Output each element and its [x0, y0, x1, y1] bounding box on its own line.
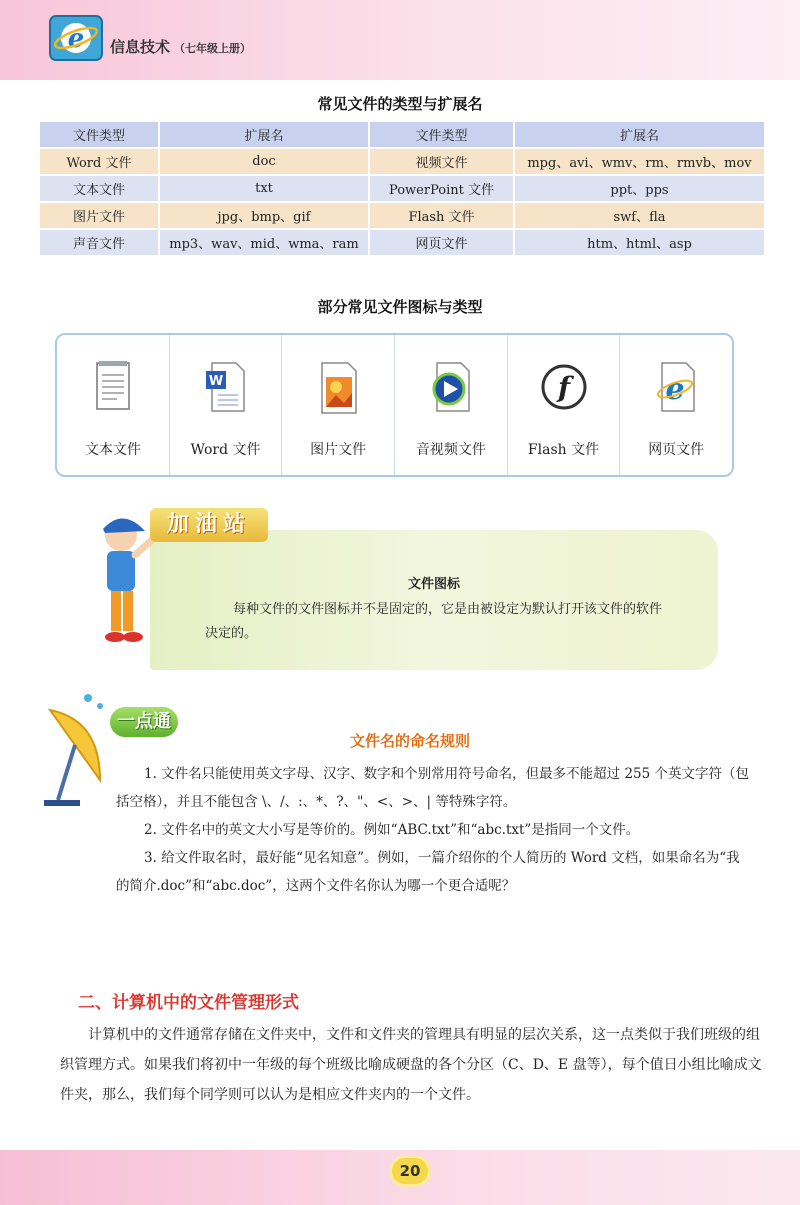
svg-text:f: f [557, 371, 570, 404]
table-header-row [40, 122, 764, 147]
section-paragraph: 计算机中的文件通常存储在文件夹中，文件和文件夹的管理具有明显的层次关系，这一点类似于我们班级的组织管理方式。如果我们将初中一年级的每个班级比喻成硬盘的各个分区（C、D、E 盘等），每个值日小组比喻成文件夹，那么，我们每个同学则可以认为是相应文件夹内的一个文件。 [60, 1027, 762, 1103]
rules-list [116, 760, 752, 900]
icon-label: 图片文件 [310, 442, 367, 458]
table-cell: 图片文件 [40, 203, 158, 228]
section-heading: 二、计算机中的文件管理形式 [78, 993, 299, 1013]
satellite-dish-icon [40, 690, 120, 820]
table-cell: mpg、avi、wmv、rm、rmvb、mov [515, 149, 764, 174]
table-title: 常见文件的类型与扩展名 [317, 95, 483, 113]
icon-cell-image [282, 335, 395, 475]
word-file-icon [198, 359, 254, 419]
table-cell: swf、fla [515, 203, 764, 228]
table-cell: mp3、wav、mid、wma、ram [160, 230, 368, 255]
table-cell: 文本文件 [40, 176, 158, 201]
icon-cell-flash [508, 335, 621, 475]
svg-text:e: e [67, 24, 85, 54]
table-row [40, 230, 764, 255]
table-row [40, 149, 764, 174]
table-cell: PowerPoint 文件 [370, 176, 513, 201]
tip-text: 每种文件的文件图标并不是固定的，它是由被设定为默认打开该文件的软件决定的。 [205, 602, 663, 641]
table-cell: Flash 文件 [370, 203, 513, 228]
section-body [60, 1020, 772, 1110]
icon-label: Word 文件 [190, 442, 261, 458]
icon-cell-webpage [620, 335, 732, 475]
ie-logo-icon [48, 14, 104, 64]
icons-title: 部分常见文件图标与类型 [317, 298, 483, 316]
header-cell: 扩展名 [160, 122, 368, 147]
icon-cell-word [170, 335, 283, 475]
table-row [40, 176, 764, 201]
header-cell: 文件类型 [370, 122, 513, 147]
rule-item: 1. 文件名只能使用英文字母、汉字、数字和个别常用符号命名，但最多不能超过 255 个英文字符（包括空格），并且不能包含 \、/、:、*、?、"、<、>、| 等特殊字符。 [116, 766, 750, 810]
header-subtitle: （七年级上册） [174, 42, 252, 55]
icon-label: 文本文件 [84, 442, 141, 458]
icon-cell-media [395, 335, 508, 475]
svg-text:e: e [665, 372, 685, 407]
table-cell: 视频文件 [370, 149, 513, 174]
table-cell: txt [160, 176, 368, 201]
header-cell: 扩展名 [515, 122, 764, 147]
header-cell: 文件类型 [40, 122, 158, 147]
table-cell: doc [160, 149, 368, 174]
header-title: 信息技术 （七年级上册） [110, 38, 252, 56]
rule-item: 3. 给文件取名时，最好能“见名知意”。例如，一篇介绍你的个人简历的 Word 文档，如果命名为“我的简介.doc”和“abc.doc”，这两个文件名你认为哪一个更合适呢？ [116, 850, 740, 894]
icon-label: 网页文件 [648, 442, 705, 458]
extension-table [38, 120, 766, 257]
file-icon-panel [55, 333, 734, 477]
table-cell: htm、html、asp [515, 230, 764, 255]
table-cell: ppt、pps [515, 176, 764, 201]
table-row [40, 203, 764, 228]
icon-label: Flash 文件 [527, 442, 600, 458]
text-file-icon [85, 359, 141, 419]
flash-file-icon [536, 359, 592, 419]
image-file-icon [310, 359, 366, 419]
rule-item: 2. 文件名中的英文大小写是等价的。例如“ABC.txt”和“abc.txt”是指同一个文件。 [144, 822, 640, 838]
webpage-file-icon [648, 359, 704, 419]
table-cell: jpg、bmp、gif [160, 203, 368, 228]
rules-title: 文件名的命名规则 [349, 732, 470, 750]
table-cell: 网页文件 [370, 230, 513, 255]
icon-cell-text [57, 335, 170, 475]
tip-title: 文件图标 [407, 577, 460, 592]
table-cell: Word 文件 [40, 149, 158, 174]
dianting-badge: 一点通 [110, 707, 178, 737]
icon-label: 音视频文件 [415, 442, 486, 458]
media-file-icon [423, 359, 479, 419]
page-number: 20 [392, 1158, 428, 1184]
table-cell: 声音文件 [40, 230, 158, 255]
tip-badge: 加油站 [150, 508, 268, 542]
svg-text:W: W [208, 374, 223, 389]
